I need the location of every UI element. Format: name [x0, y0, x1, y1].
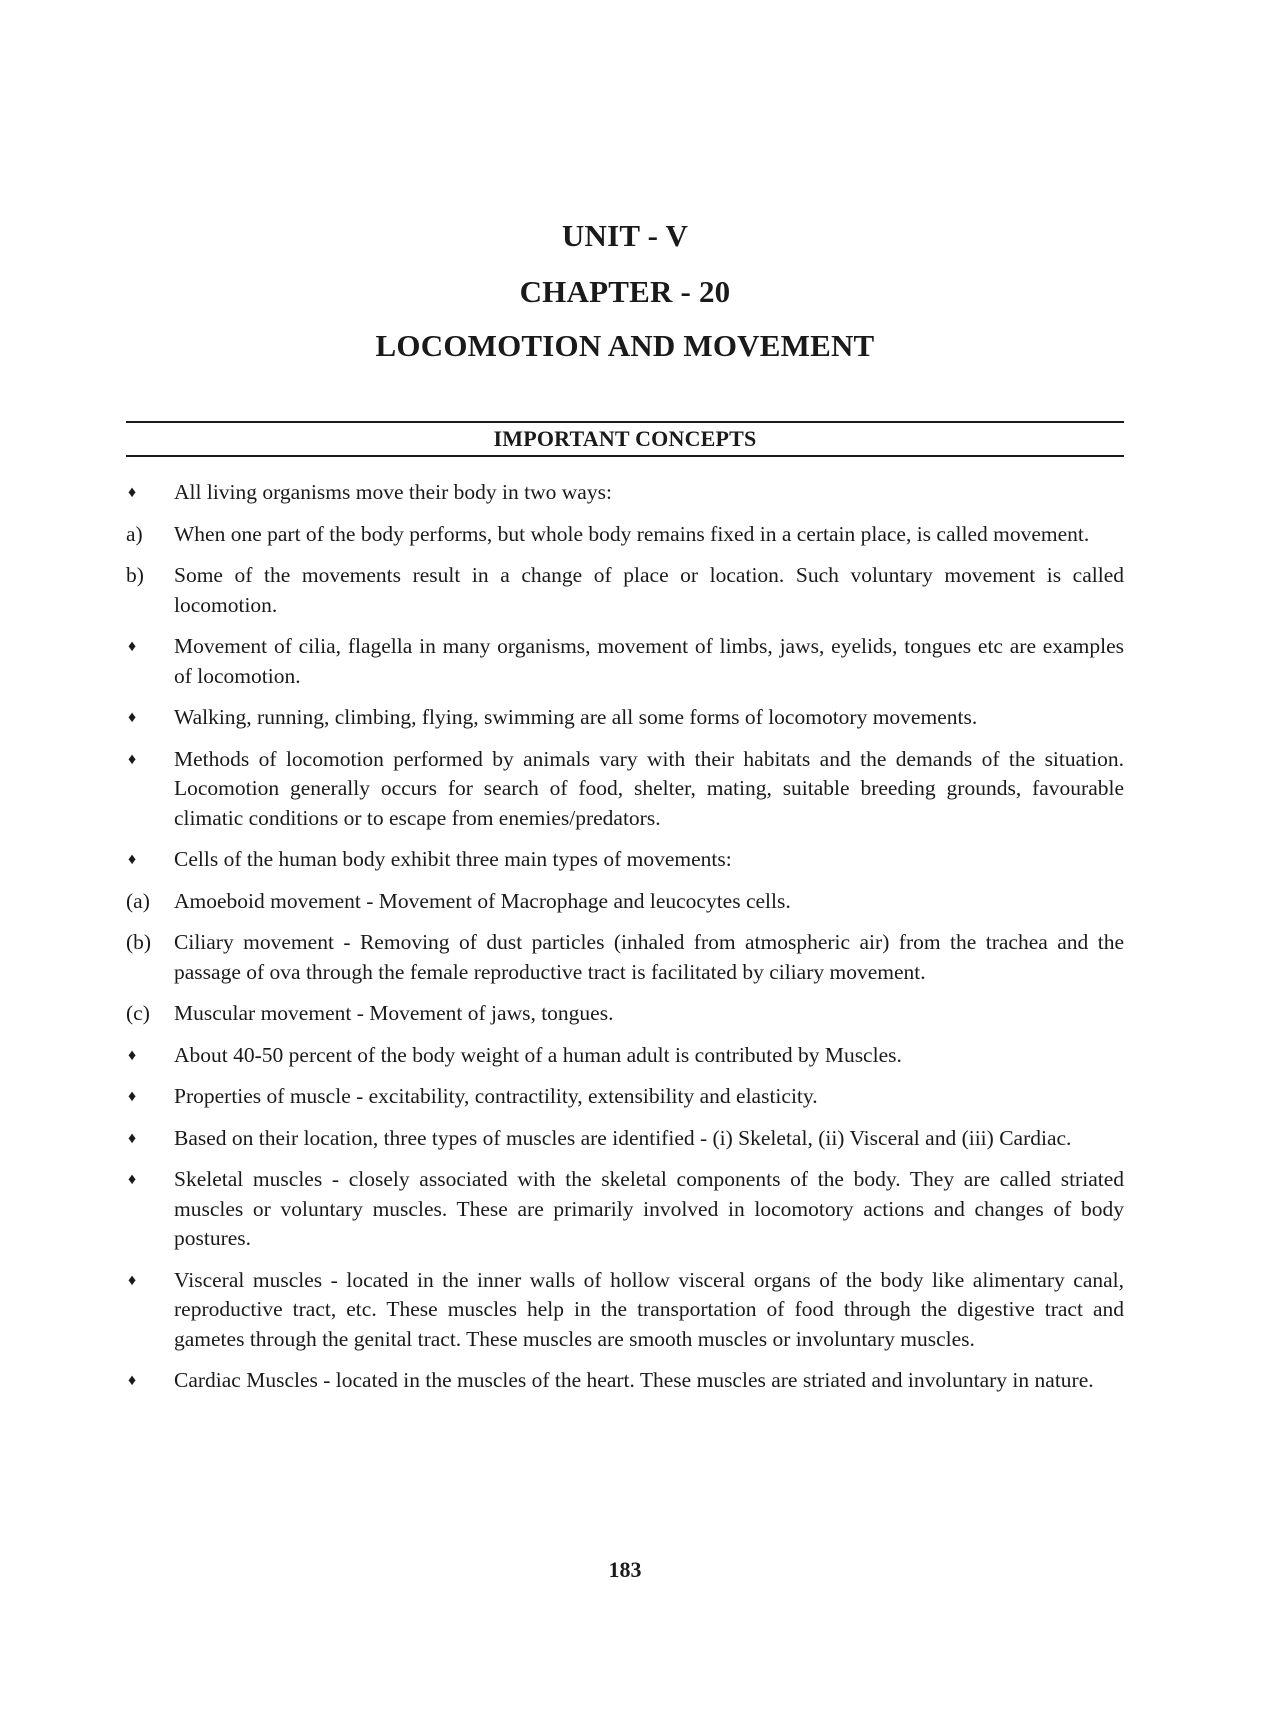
list-item: [126, 1041, 1124, 1071]
list-item-text: Movement of cilia, flagella in many organisms, movement of limbs, jaws, eyelids, tongues etc are examples of locomotion.: [174, 634, 1124, 688]
list-item-text: Cardiac Muscles - located in the muscles of the heart. These muscles are striated and involuntary in nature.: [174, 1368, 1094, 1392]
diamond-bullet-icon: ♦: [128, 1088, 137, 1105]
diamond-bullet-icon: ♦: [128, 1271, 137, 1289]
diamond-bullet-icon: ♦: [128, 750, 137, 768]
list-item: [126, 1082, 1124, 1112]
list-item-text: Based on their location, three types of muscles are identified - (i) Skeletal, (ii) Visceral and (iii) Cardiac.: [174, 1125, 1072, 1150]
list-item-text: Visceral muscles - located in the inner walls of hollow visceral organs of the body like alimentary canal, reproductive tract, etc. These muscles help in the transportation of food through the digestive tract and gametes through the genital tract. These muscles are smooth muscles or involuntary muscles.: [174, 1267, 1124, 1351]
diamond-bullet-icon: ♦: [128, 851, 137, 868]
list-item: [126, 520, 1124, 550]
list-item-text: Muscular movement - Movement of jaws, tongues.: [174, 1001, 614, 1025]
chapter-title: LOCOMOTION AND MOVEMENT: [375, 328, 875, 363]
diamond-bullet-icon: ♦: [128, 638, 137, 655]
list-item-label: (a): [126, 888, 150, 913]
list-item: [126, 1124, 1124, 1154]
list-item-label: a): [126, 521, 143, 546]
diamond-bullet-icon: ♦: [128, 484, 137, 501]
concept-list: [126, 478, 1124, 1408]
list-item: [126, 632, 1124, 691]
diamond-bullet-icon: ♦: [128, 1129, 137, 1147]
list-item-text: Walking, running, climbing, flying, swimming are all some forms of locomotory movements.: [174, 705, 978, 729]
list-item-text: Cells of the human body exhibit three main types of movements:: [174, 847, 732, 871]
section-header-box: [126, 421, 1124, 457]
list-item-text: Amoeboid movement - Movement of Macrophage and leucocytes cells.: [174, 888, 791, 913]
list-item: [126, 703, 1124, 733]
diamond-bullet-icon: ♦: [128, 1046, 137, 1064]
list-item-label: (c): [126, 1001, 150, 1025]
chapter-heading: CHAPTER - 20: [519, 274, 731, 309]
list-item-text: When one part of the body performs, but whole body remains fixed in a certain place, is called movement.: [174, 521, 1090, 546]
list-item-text: Some of the movements result in a change of place or location. Such voluntary movement is called locomotion.: [174, 563, 1124, 617]
list-item: [126, 478, 1124, 508]
diamond-bullet-icon: ♦: [128, 1372, 137, 1389]
section-title: IMPORTANT CONCEPTS: [493, 426, 757, 451]
list-item-text: Skeletal muscles - closely associated with the skeletal components of the body. They are called striated muscles or voluntary muscles. These are primarily involved in locomotory actions and changes of body postures.: [174, 1167, 1124, 1250]
list-item: [126, 1366, 1124, 1396]
unit-heading: UNIT - V: [561, 218, 689, 253]
list-item-text: About 40-50 percent of the body weight of a human adult is contributed by Muscles.: [174, 1042, 902, 1067]
list-item-text: Methods of locomotion performed by animals vary with their habitats and the demands of the situation. Locomotion generally occurs for search of food, shelter, mating, suitable breeding grounds, favourable climatic conditions or to escape from enemies/predators.: [174, 746, 1124, 830]
list-item: [126, 561, 1124, 620]
list-item-text: Ciliary movement - Removing of dust particles (inhaled from atmospheric air) from the trachea and the passage of ova through the female reproductive tract is facilitated by ciliary movement.: [174, 930, 1124, 984]
list-item-text: All living organisms move their body in two ways:: [174, 480, 612, 504]
list-item-label: (b): [126, 930, 152, 954]
list-item: [126, 928, 1124, 987]
list-item: [126, 999, 1124, 1029]
list-item: [126, 845, 1124, 875]
list-item-text: Properties of muscle - excitability, contractility, extensibility and elasticity.: [174, 1084, 818, 1108]
list-item: [126, 887, 1124, 917]
list-item-label: b): [126, 563, 144, 587]
list-item: [126, 745, 1124, 834]
list-item: [126, 1266, 1124, 1355]
diamond-bullet-icon: ♦: [128, 709, 137, 726]
list-item: [126, 1165, 1124, 1254]
diamond-bullet-icon: ♦: [128, 1171, 137, 1188]
page-number: 183: [608, 1557, 642, 1582]
